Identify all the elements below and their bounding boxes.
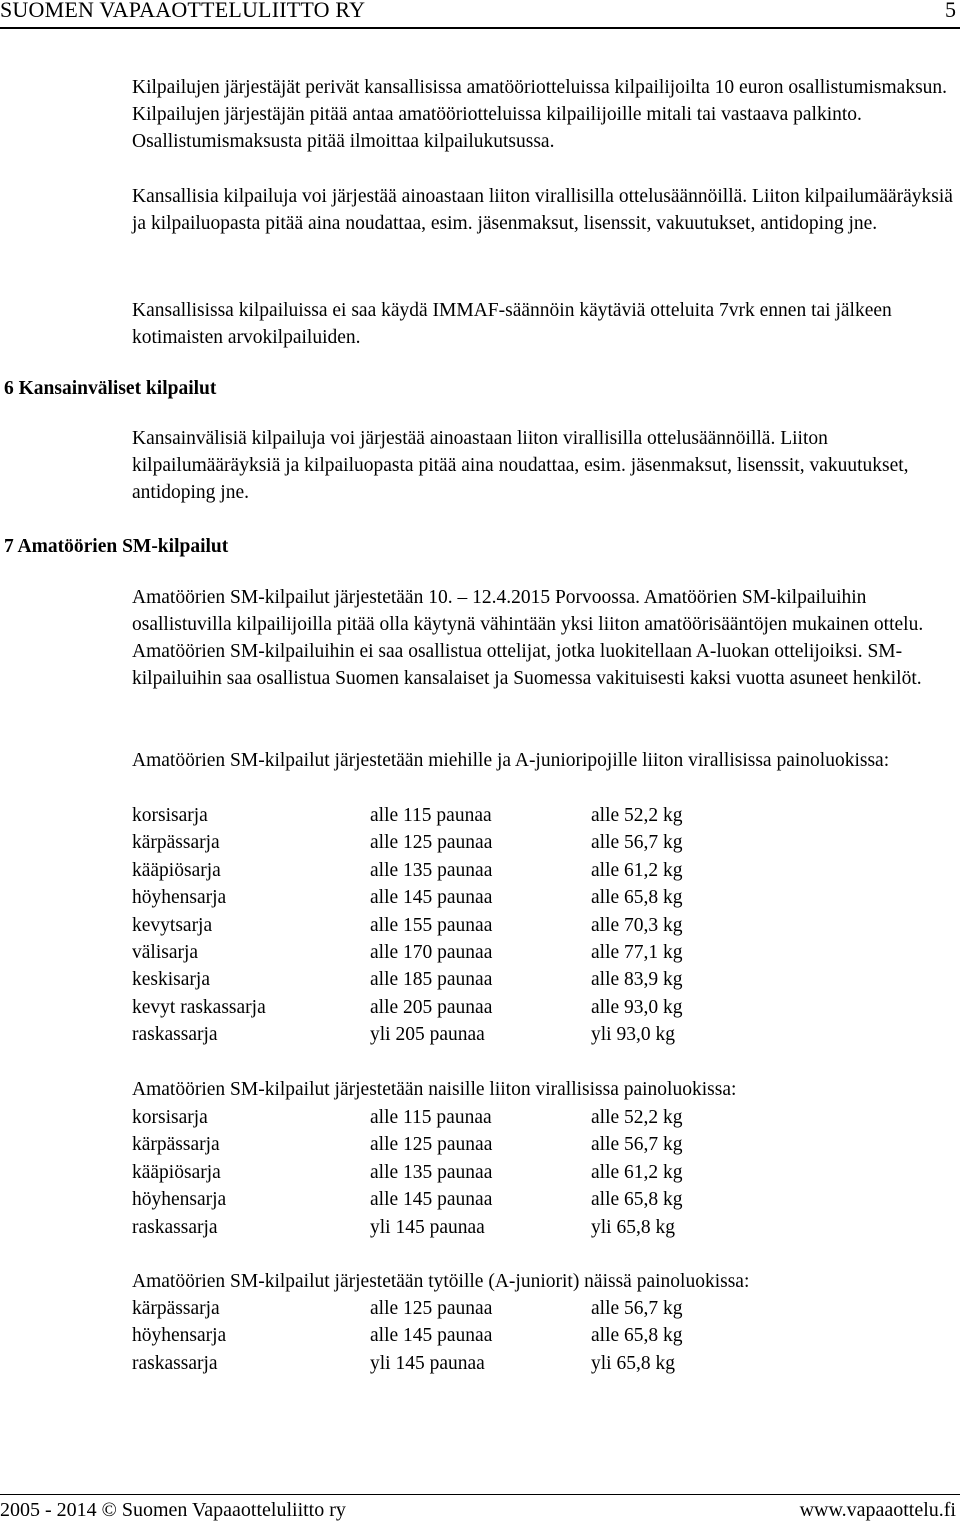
weight-class-pounds: yli 145 paunaa: [370, 1216, 485, 1238]
paragraph-international-rules: Kansainvälisiä kilpailuja voi järjestää ainoastaan liiton virallisilla ottelusäännöillä. Liiton kilpailumääräyksiä ja kilpailuopasta pitää aina noudattaa, esim. jäsenmaksut, lisenssit, vakuutukset, antidoping jne.: [132, 428, 909, 503]
paragraph-national-rules: Kansallisia kilpailuja voi järjestää ainoastaan liiton virallisilla ottelusäännöillä. Liiton kilpailumääräyksiä ja kilpailuopasta pitää aina noudattaa, esim. jäsenmaksut, lisenssit, vakuutukset, antidoping jne.: [132, 186, 953, 234]
weight-class-name: höyhensarja: [132, 1189, 227, 1211]
weight-class-kg: alle 83,9 kg: [591, 969, 683, 991]
weight-class-pounds: alle 145 paunaa: [370, 887, 493, 909]
weight-class-pounds: alle 115 paunaa: [370, 1107, 492, 1128]
weight-class-kg: alle 56,7 kg: [591, 1134, 683, 1156]
weight-class-pounds: alle 205 paunaa: [370, 996, 493, 1018]
weight-class-kg: alle 77,1 kg: [591, 941, 683, 963]
weight-class-kg: alle 65,8 kg: [591, 887, 683, 909]
header-divider: [0, 27, 960, 29]
paragraph-men-classes-intro: Amatöörien SM-kilpailut järjestetään miehille ja A-junioripojille liiton virallisissa painoluokissa:: [132, 750, 890, 771]
weight-class-pounds: alle 185 paunaa: [370, 969, 493, 991]
weight-class-pounds: alle 115 paunaa: [370, 805, 492, 826]
page-number: 5: [945, 0, 956, 22]
weight-class-kg: alle 70,3 kg: [591, 914, 683, 936]
weight-class-kg: alle 52,2 kg: [591, 1107, 683, 1128]
footer-website: www.vapaaottelu.fi: [799, 1499, 956, 1521]
weight-class-kg: yli 65,8 kg: [591, 1216, 675, 1238]
section-heading-international: 6 Kansainväliset kilpailut: [4, 378, 217, 399]
weight-class-kg: alle 93,0 kg: [591, 996, 683, 1018]
paragraph-immaf-restriction: Kansallisissa kilpailuissa ei saa käydä IMMAF-säännöin käytäviä otteluita 7vrk ennen tai jälkeen kotimaisten arvokilpailuiden.: [132, 300, 892, 348]
weight-class-name: keskisarja: [132, 969, 210, 991]
footer-divider: [0, 1494, 960, 1495]
weight-class-pounds: alle 135 paunaa: [370, 1161, 493, 1183]
weight-class-name: kääpiösarja: [132, 1161, 221, 1183]
weight-class-pounds: alle 135 paunaa: [370, 859, 493, 881]
header-title: SUOMEN VAPAAOTTELULIITTO RY: [0, 0, 366, 22]
paragraph-women-classes-intro: Amatöörien SM-kilpailut järjestetään naisille liiton virallisissa painoluokissa:: [132, 1079, 737, 1100]
weight-class-kg: alle 61,2 kg: [591, 859, 683, 881]
weight-class-name: korsisarja: [132, 1107, 208, 1128]
weight-class-pounds: alle 125 paunaa: [370, 1134, 493, 1156]
weight-class-name: höyhensarja: [132, 1325, 227, 1347]
weight-class-kg: alle 65,8 kg: [591, 1189, 683, 1211]
weight-class-name: kääpiösarja: [132, 859, 221, 881]
weight-class-pounds: alle 170 paunaa: [370, 941, 493, 963]
weight-class-pounds: yli 205 paunaa: [370, 1024, 485, 1046]
weight-class-kg: yli 93,0 kg: [591, 1024, 675, 1046]
weight-class-name: kevyt raskassarja: [132, 996, 266, 1018]
section-heading-sm-competitions: 7 Amatöörien SM-kilpailut: [4, 536, 229, 557]
weight-class-kg: alle 61,2 kg: [591, 1161, 683, 1183]
footer-copyright: 2005 - 2014 © Suomen Vapaaotteluliitto ry: [0, 1499, 346, 1521]
weight-class-pounds: alle 145 paunaa: [370, 1189, 493, 1211]
weight-class-name: höyhensarja: [132, 887, 227, 909]
weight-class-kg: alle 56,7 kg: [591, 832, 683, 854]
weight-class-pounds: alle 155 paunaa: [370, 914, 493, 936]
paragraph-participation-fee: Kilpailujen järjestäjät perivät kansallisissa amatööriotteluissa kilpailijoilta 10 euron osallistumismaksun. Kilpailujen järjestäjän pitää antaa amatööriotteluissa kilpailijoille mitali tai vastaava palkinto. Osallistumismaksusta pitää ilmoittaa kilpailukutsussa.: [132, 77, 948, 152]
weight-class-pounds: alle 125 paunaa: [370, 832, 493, 854]
weight-class-name: raskassarja: [132, 1216, 218, 1238]
weight-class-pounds: yli 145 paunaa: [370, 1352, 485, 1374]
weight-class-kg: yli 65,8 kg: [591, 1352, 675, 1374]
weight-class-name: raskassarja: [132, 1352, 218, 1374]
weight-class-pounds: alle 125 paunaa: [370, 1298, 493, 1319]
weight-class-name: raskassarja: [132, 1024, 218, 1046]
weight-class-kg: alle 52,2 kg: [591, 805, 683, 826]
weight-class-name: kärpässarja: [132, 1134, 220, 1156]
weight-class-name: korsisarja: [132, 805, 208, 826]
weight-class-name: kevytsarja: [132, 914, 213, 936]
weight-class-pounds: alle 145 paunaa: [370, 1325, 493, 1347]
weight-class-name: kärpässarja: [132, 1298, 220, 1319]
weight-class-name: välisarja: [132, 941, 199, 963]
paragraph-girls-classes-intro: Amatöörien SM-kilpailut järjestetään tytöille (A-juniorit) näissä painoluokissa:: [132, 1271, 750, 1292]
weight-class-kg: alle 65,8 kg: [591, 1325, 683, 1347]
paragraph-sm-details: Amatöörien SM-kilpailut järjestetään 10. – 12.4.2015 Porvoossa. Amatöörien SM-kilpailuihin osallistuvilla kilpailijoilla pitää olla käytynä vähintään yksi liiton amatöörisääntöjen mukainen ottelu. Amatöörien SM-kilpailuihin ei saa osallistua ottelijat, jotka luokitellaan A-luokan ottelijoiksi. SM-kilpailuihin saa osallistua Suomen kansalaiset ja Suomessa vakituisesti kaksi vuotta asuneet henkilöt.: [132, 587, 924, 689]
weight-class-kg: alle 56,7 kg: [591, 1298, 683, 1319]
weight-class-name: kärpässarja: [132, 832, 220, 854]
